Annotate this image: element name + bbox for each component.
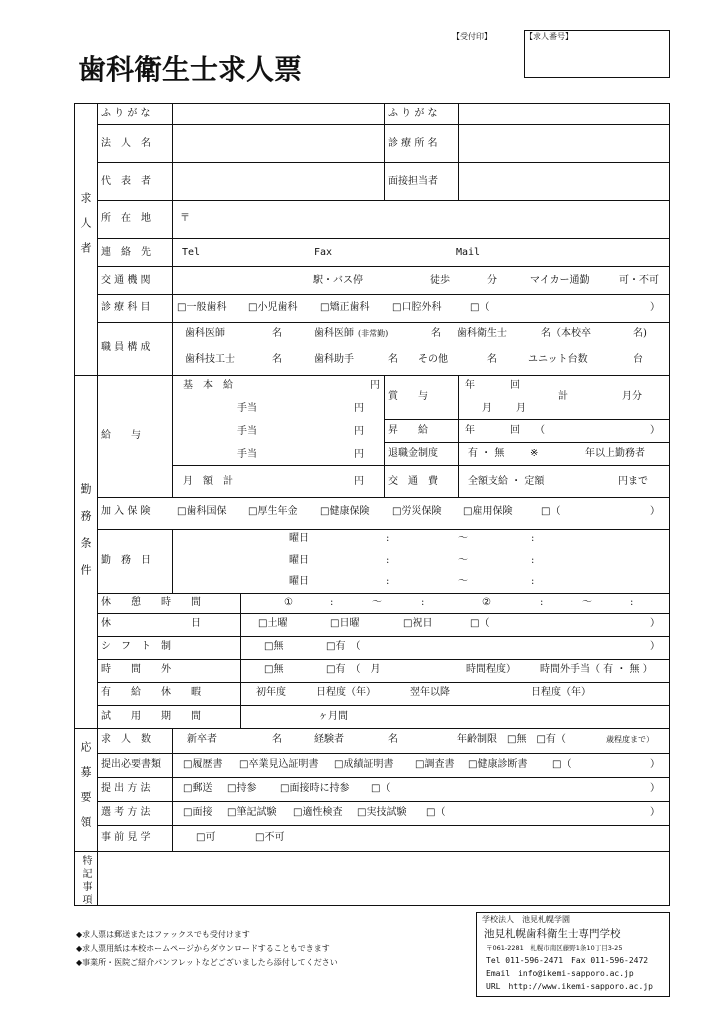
overtime-none[interactable]: □無 <box>264 664 284 675</box>
commute-label: 交 通 費 <box>388 476 438 487</box>
holiday-sat[interactable]: □土曜 <box>258 618 288 629</box>
tilde: 〜 <box>458 576 468 587</box>
weekday-2: 曜日 <box>289 555 309 566</box>
insurance-accident[interactable]: □労災保険 <box>392 506 442 517</box>
section-recruiter: 求人者 <box>79 192 92 267</box>
monthly-total-label: 月 額 計 <box>183 476 233 487</box>
sel-interview[interactable]: □面接 <box>183 807 213 818</box>
weekday-3: 曜日 <box>289 576 309 587</box>
staff-unit: 名 <box>487 354 497 365</box>
age-limit[interactable]: 年齢制限 □無 □有（ <box>457 734 566 745</box>
colon: : <box>421 597 425 608</box>
sel-written[interactable]: □筆記試験 <box>227 807 277 818</box>
insurance-close: ） <box>650 506 660 517</box>
shift-close: ） <box>650 641 660 652</box>
overtime-pay[interactable]: 時間外手当（ 有 ・ 無 ） <box>540 664 653 675</box>
furigana-label-1: ふ り が な <box>101 108 151 119</box>
section-conditions: 勤務条件 <box>79 483 92 591</box>
school-address: 〒061-2281 札幌市南区藤野1条10丁目3-25 <box>486 944 623 952</box>
raise-year: 年 <box>465 425 475 436</box>
tilde: 〜 <box>372 597 382 608</box>
dept-option-oral-surgery[interactable]: □口腔外科 <box>392 302 442 313</box>
staff-unit: 名 <box>388 354 398 365</box>
colon: : <box>531 555 535 566</box>
allowance-label: 手当 <box>237 403 257 414</box>
sel-other[interactable]: □（ <box>426 807 446 818</box>
insurance-health[interactable]: □健康保険 <box>320 506 370 517</box>
allowance-label: 手当 <box>237 426 257 437</box>
staff-assistant: 歯科助手 <box>314 354 354 365</box>
shift-none[interactable]: □無 <box>264 641 284 652</box>
following-year-label: 翌年以降 <box>410 687 450 698</box>
raise-paren: （ <box>535 425 545 436</box>
dept-close-paren: ） <box>650 302 660 313</box>
method-mail[interactable]: □郵送 <box>183 783 213 794</box>
footer-note-3: ◆事業所・医院ご紹介パンフレットなどございましたら添付してください <box>76 958 338 967</box>
trial-period-label: 試 用 期 間 <box>101 711 201 722</box>
paid-leave-label: 有 給 休 暇 <box>101 687 201 698</box>
method-close: ） <box>650 783 660 794</box>
staff-alumni: 名（本校卒 <box>541 328 591 339</box>
tilde: 〜 <box>458 533 468 544</box>
fax-label: Fax <box>314 247 333 258</box>
break-2: ② <box>482 597 491 608</box>
staff-label: 職 員 構 成 <box>101 342 151 353</box>
raise-times: 回 <box>510 425 520 436</box>
new-grad-label: 新卒者 <box>187 734 217 745</box>
holiday-sun[interactable]: □日曜 <box>330 618 360 629</box>
mail-label: Mail <box>456 247 481 258</box>
interviewer-label: 面接担当者 <box>388 176 438 187</box>
salary-label: 給 与 <box>101 430 141 441</box>
weekday-1: 曜日 <box>289 533 309 544</box>
doc-other[interactable]: □（ <box>552 759 572 770</box>
insurance-dental[interactable]: □歯科国保 <box>177 506 227 517</box>
shift-label: シ フ ト 制 <box>101 641 171 652</box>
bonus-total: 計 <box>558 391 568 402</box>
days-label-2: 日程度（年） <box>531 687 591 698</box>
doc-close: ） <box>650 759 660 770</box>
insurance-label: 加 入 保 険 <box>101 506 151 517</box>
tilde: 〜 <box>458 555 468 566</box>
insurance-employment[interactable]: □雇用保険 <box>463 506 513 517</box>
dept-option-other[interactable]: □（ <box>470 302 490 313</box>
dept-option-pediatric[interactable]: □小児歯科 <box>248 302 298 313</box>
corporation-label: 法 人 名 <box>101 138 151 149</box>
first-year-label: 初年度 <box>256 687 286 698</box>
doc-health[interactable]: □健康診断書 <box>468 759 528 770</box>
car-commute-option[interactable]: 可・不可 <box>619 275 659 286</box>
overtime-label: 時 間 外 <box>101 664 171 675</box>
holiday-label: 休 日 <box>101 618 201 629</box>
colon: : <box>330 597 334 608</box>
overtime-yes[interactable]: □有 （ 月 <box>326 664 381 675</box>
trial-months: ヶ月間 <box>318 711 348 722</box>
footer-note-1: ◆求人票は郵送またはファックスでも受付けます <box>76 930 250 939</box>
selection-label: 選 考 方 法 <box>101 807 151 818</box>
school-url[interactable]: URL http://www.ikemi-sapporo.ac.jp <box>486 982 653 991</box>
walk-label: 徒歩 <box>430 275 450 286</box>
job-number-box[interactable] <box>524 30 670 78</box>
holiday-national[interactable]: □祝日 <box>403 618 433 629</box>
experienced-label: 経験者 <box>314 734 344 745</box>
page-title: 歯科衛生士求人票 <box>78 53 303 86</box>
address-label: 所 在 地 <box>101 213 151 224</box>
holiday-other[interactable]: □（ <box>470 618 490 629</box>
department-label: 診 療 科 目 <box>101 302 151 313</box>
colon: : <box>386 576 390 587</box>
unit-label-2: 名 <box>388 734 398 745</box>
sel-practical[interactable]: □実技試験 <box>357 807 407 818</box>
shift-yes[interactable]: □有 （ <box>326 641 361 652</box>
station-label: 駅・バス停 <box>313 275 363 286</box>
insurance-other[interactable]: □（ <box>541 506 561 517</box>
footer-note-2: ◆求人票用紙は本校ホームページからダウンロードすることもできます <box>76 944 330 953</box>
transport-label: 交 通 機 関 <box>101 275 151 286</box>
yen-unit: 円 <box>354 476 364 487</box>
visit-label: 事 前 見 学 <box>101 832 151 843</box>
doc-resume[interactable]: □履歴書 <box>183 759 223 770</box>
colon: : <box>386 555 390 566</box>
yen-unit: 円 <box>354 426 364 437</box>
overtime-hours: 時間程度） <box>466 664 516 675</box>
dept-option-general[interactable]: □一般歯科 <box>177 302 227 313</box>
commute-option[interactable]: 全額支給 ・ 定額 <box>468 476 545 487</box>
dept-option-orthodontic[interactable]: □矯正歯科 <box>320 302 370 313</box>
visit-yes[interactable]: □可 <box>196 832 216 843</box>
representative-label: 代 表 者 <box>101 176 151 187</box>
doc-graduation[interactable]: □卒業見込証明書 <box>239 759 319 770</box>
staff-technician: 歯科技工士 <box>185 354 235 365</box>
bonus-year: 年 <box>465 380 475 391</box>
minutes-label: 分 <box>487 275 497 286</box>
commute-max: 円まで <box>618 476 648 487</box>
school-name: 池見札幌歯科衛生士専門学校 <box>484 928 621 940</box>
bonus-month: 月 <box>482 403 492 414</box>
furigana-label-2: ふ り が な <box>388 108 438 119</box>
sel-aptitude[interactable]: □適性検査 <box>293 807 343 818</box>
tel-label: Tel <box>182 247 201 258</box>
staff-unit: 名 <box>272 328 282 339</box>
tilde: 〜 <box>582 597 592 608</box>
school-corp: 学校法人 池見札幌学園 <box>482 915 570 924</box>
workday-label: 勤 務 日 <box>101 555 151 566</box>
bonus-times: 回 <box>510 380 520 391</box>
base-salary-label: 基 本 給 <box>183 380 233 391</box>
doc-survey[interactable]: □調査書 <box>415 759 455 770</box>
bonus-month: 月 <box>516 403 526 414</box>
method-other[interactable]: □（ <box>371 783 391 794</box>
colon: : <box>630 597 634 608</box>
colon: : <box>531 576 535 587</box>
postal-mark: 〒 <box>180 213 190 224</box>
unit-label: 名 <box>272 734 282 745</box>
holiday-close: ） <box>650 618 660 629</box>
colon: : <box>386 533 390 544</box>
insurance-pension[interactable]: □厚生年金 <box>248 506 298 517</box>
reception-stamp-label: 【受付印】 <box>452 32 492 41</box>
allowance-label: 手当 <box>237 449 257 460</box>
yen-unit: 円 <box>370 380 380 391</box>
staff-other: その他 <box>418 354 448 365</box>
section-application: 応募要領 <box>79 741 92 841</box>
staff-dentist-pt: 歯科医師 <box>314 328 354 339</box>
days-label: 日程度（年） <box>316 687 376 698</box>
documents-label: 提出必要書類 <box>101 759 161 770</box>
contact-label: 連 絡 先 <box>101 247 151 258</box>
raise-label: 昇 給 <box>388 425 428 436</box>
staff-dentist: 歯科医師 <box>185 328 225 339</box>
retirement-label: 退職金制度 <box>388 448 438 459</box>
bonus-label: 賞 与 <box>388 391 428 402</box>
break-time-label: 休 憩 時 間 <box>101 597 201 608</box>
openings-label: 求 人 数 <box>101 734 151 745</box>
yen-unit: 円 <box>354 449 364 460</box>
retirement-option[interactable]: 有 ・ 無 <box>468 448 505 459</box>
job-number-label: 【求人番号】 <box>525 32 573 41</box>
colon: : <box>540 597 544 608</box>
doc-grades[interactable]: □成績証明書 <box>334 759 394 770</box>
raise-close: ） <box>650 425 660 436</box>
staff-unit: 台 <box>633 354 643 365</box>
method-interview[interactable]: □面接時に持参 <box>280 783 350 794</box>
staff-hygienist: 歯科衛生士 <box>457 328 507 339</box>
break-1: ① <box>284 597 293 608</box>
submit-method-label: 提 出 方 法 <box>101 783 151 794</box>
car-commute-label: マイカー通勤 <box>530 275 590 286</box>
method-bring[interactable]: □持参 <box>227 783 257 794</box>
sel-close: ） <box>650 807 660 818</box>
section-notes: 特記事項 <box>80 855 91 907</box>
clinic-label: 診 療 所 名 <box>388 138 438 149</box>
retirement-years: 年以上勤務者 <box>585 448 645 459</box>
staff-part-time: (非常勤) <box>358 329 389 338</box>
retirement-note-mark: ※ <box>530 448 539 459</box>
staff-unit: 名 <box>431 328 441 339</box>
school-phone: Tel 011-596-2471 Fax 011-596-2472 <box>486 956 649 965</box>
colon: : <box>531 533 535 544</box>
visit-no[interactable]: □不可 <box>255 832 285 843</box>
staff-chairs: ユニット台数 <box>528 354 588 365</box>
staff-unit: 名) <box>633 328 647 339</box>
age-note: 歳程度まで） <box>606 735 654 744</box>
staff-unit: 名 <box>272 354 282 365</box>
bonus-month-unit: 月分 <box>622 391 642 402</box>
school-email[interactable]: Email info@ikemi-sapporo.ac.jp <box>486 969 634 978</box>
yen-unit: 円 <box>354 403 364 414</box>
